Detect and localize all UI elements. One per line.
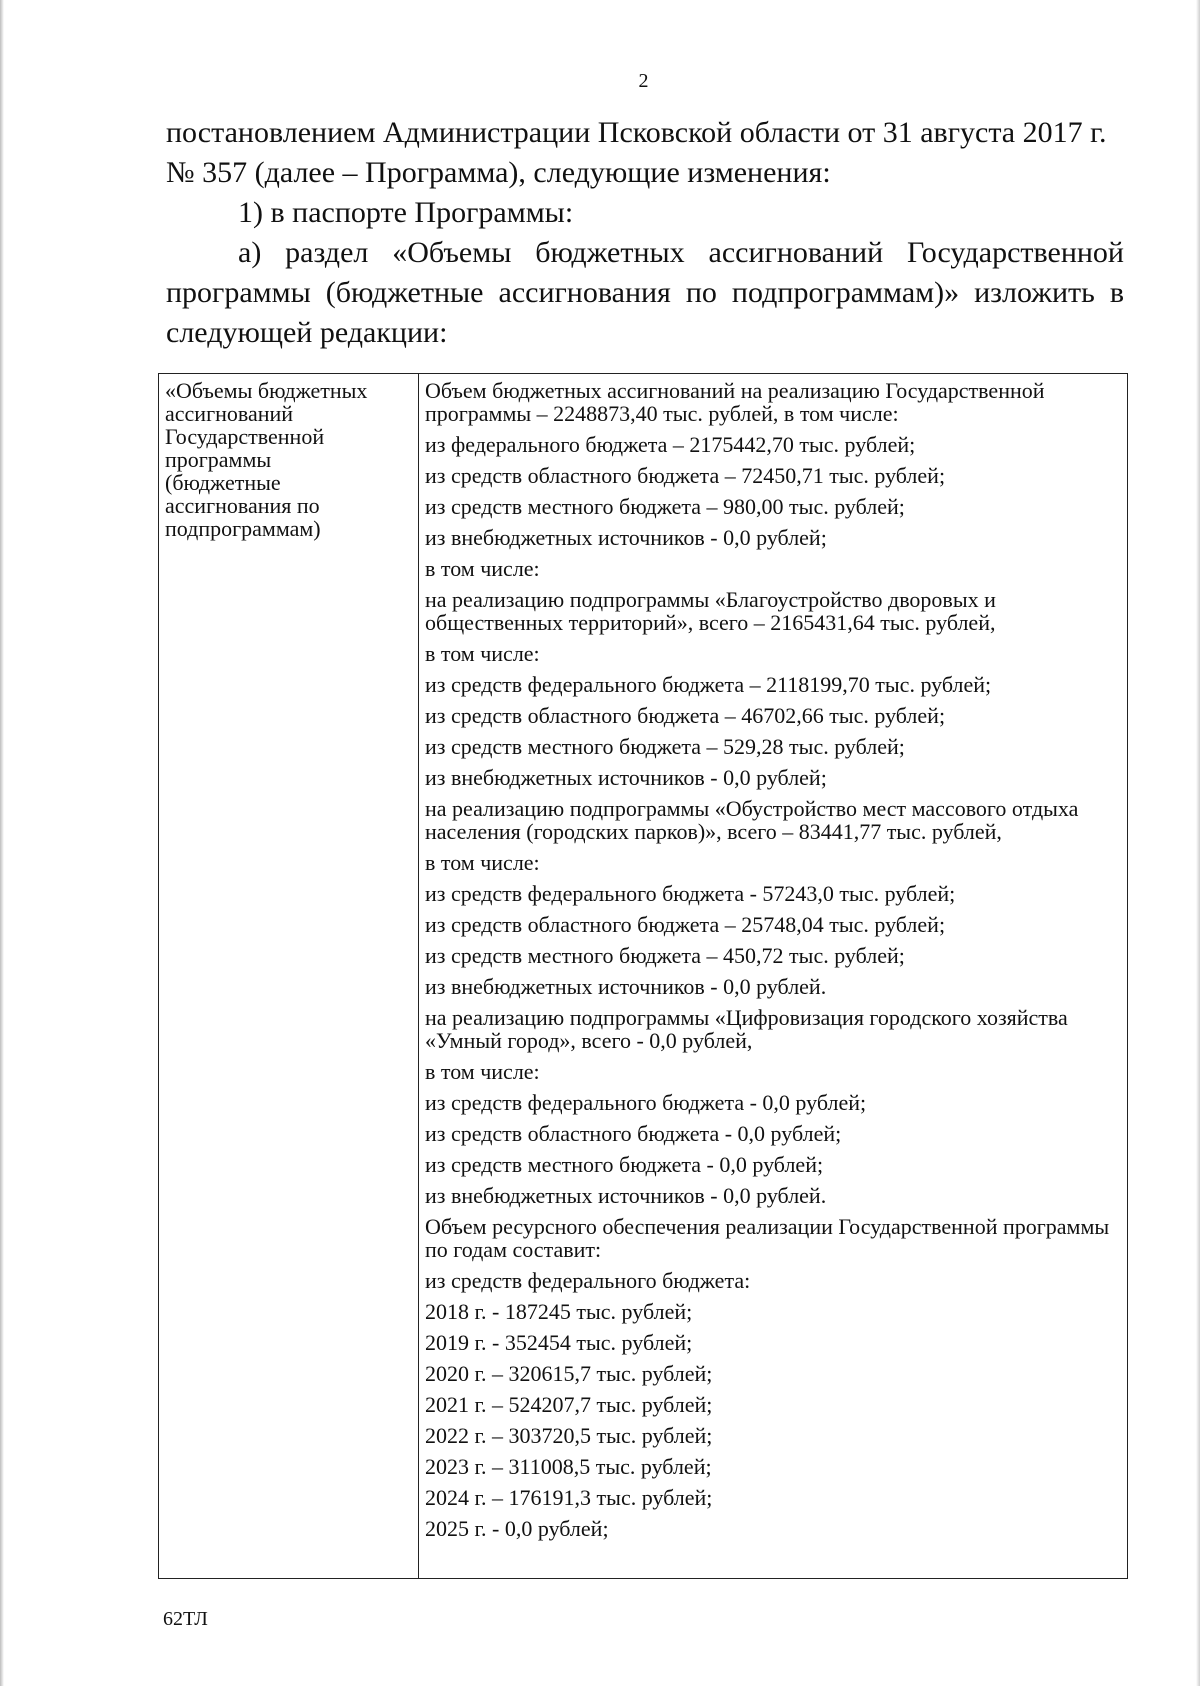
content-line: из средств местного бюджета – 450,72 тыс. рублей; — [425, 943, 905, 968]
content-line: из федерального бюджета – 2175442,70 тыс. рублей; — [425, 432, 916, 457]
document-body — [166, 113, 1124, 353]
content-line: из средств федерального бюджета - 0,0 рублей; — [425, 1090, 867, 1115]
list-item-a: а) раздел «Объемы бюджетных ассигнований Государственной программы (бюджетные ассигнования по подпрограммам)» изложить в следующей редакции: — [166, 236, 1124, 349]
page-number: 2 — [638, 70, 649, 92]
label-line: ассигнования по — [165, 493, 320, 518]
content-line: 2020 г. – 320615,7 тыс. рублей; — [425, 1361, 713, 1386]
content-line: из средств областного бюджета – 46702,66 тыс. рублей; — [425, 703, 946, 728]
passport-table — [158, 373, 1128, 1579]
content-line: из средств местного бюджета – 529,28 тыс. рублей; — [425, 734, 905, 759]
content-line: из средств федерального бюджета – 2118199,70 тыс. рублей; — [425, 672, 992, 697]
content-line: в том числе: — [425, 1059, 540, 1084]
content-line: 2019 г. - 352454 тыс. рублей; — [425, 1330, 693, 1355]
content-line: Объем бюджетных ассигнований на реализацию Государственной программы – 2248873,40 тыс. рублей, в том числе: — [425, 378, 1045, 426]
content-line: из внебюджетных источников - 0,0 рублей; — [425, 525, 827, 550]
label-line: ассигнований — [165, 401, 294, 426]
content-line: в том числе: — [425, 641, 540, 666]
intro-line-1: постановлением Администрации Псковской области от 31 августа 2017 г. — [166, 116, 1107, 149]
label-line: (бюджетные — [165, 470, 281, 495]
label-line: Государственной — [165, 424, 325, 449]
content-line: из внебюджетных источников - 0,0 рублей; — [425, 765, 827, 790]
intro-line-2: № 357 (далее – Программа), следующие изменения: — [166, 156, 831, 189]
table-row — [159, 374, 1128, 1579]
scan-edge-right — [1196, 0, 1200, 1686]
content-line: в том числе: — [425, 850, 540, 875]
content-line: из средств федерального бюджета - 57243,0 тыс. рублей; — [425, 881, 956, 906]
content-line: 2025 г. - 0,0 рублей; — [425, 1516, 609, 1541]
content-line: 2021 г. – 524207,7 тыс. рублей; — [425, 1392, 713, 1417]
content-line: на реализацию подпрограммы «Обустройство мест массового отдыха населения (городских парков)», всего – 83441,77 тыс. рублей, — [425, 796, 1079, 844]
content-line: Объем ресурсного обеспечения реализации Государственной программы по годам составит: — [425, 1214, 1110, 1262]
label-line: программы — [165, 447, 272, 472]
passport-section-content — [419, 374, 1128, 1579]
label-line: «Объемы бюджетных — [165, 378, 368, 403]
passport-section-label — [159, 374, 419, 1579]
content-line: из средств областного бюджета – 25748,04 тыс. рублей; — [425, 912, 946, 937]
content-line: в том числе: — [425, 556, 540, 581]
content-line: из средств местного бюджета – 980,00 тыс. рублей; — [425, 494, 905, 519]
content-line: 2024 г. – 176191,3 тыс. рублей; — [425, 1485, 713, 1510]
scan-edge-left — [0, 0, 4, 1686]
content-line: на реализацию подпрограммы «Благоустройство дворовых и общественных территорий», всего – 2165431,64 тыс. рублей, — [425, 587, 996, 635]
content-line: 2023 г. – 311008,5 тыс. рублей; — [425, 1454, 712, 1479]
list-item-1: 1) в паспорте Программы: — [238, 196, 574, 229]
document-code: 62ТЛ — [163, 1608, 208, 1630]
content-line: 2018 г. - 187245 тыс. рублей; — [425, 1299, 693, 1324]
content-line: из внебюджетных источников - 0,0 рублей. — [425, 1183, 827, 1208]
content-line: 2022 г. – 303720,5 тыс. рублей; — [425, 1423, 713, 1448]
content-line: на реализацию подпрограммы «Цифровизация городского хозяйства «Умный город», всего - 0,0 рублей, — [425, 1005, 1068, 1053]
content-line: из средств местного бюджета - 0,0 рублей; — [425, 1152, 824, 1177]
content-line: из средств областного бюджета – 72450,71 тыс. рублей; — [425, 463, 946, 488]
content-line: из внебюджетных источников - 0,0 рублей. — [425, 974, 827, 999]
content-line: из средств областного бюджета - 0,0 рублей; — [425, 1121, 842, 1146]
content-line: из средств федерального бюджета: — [425, 1268, 751, 1293]
label-line: подпрограммам) — [165, 516, 321, 541]
